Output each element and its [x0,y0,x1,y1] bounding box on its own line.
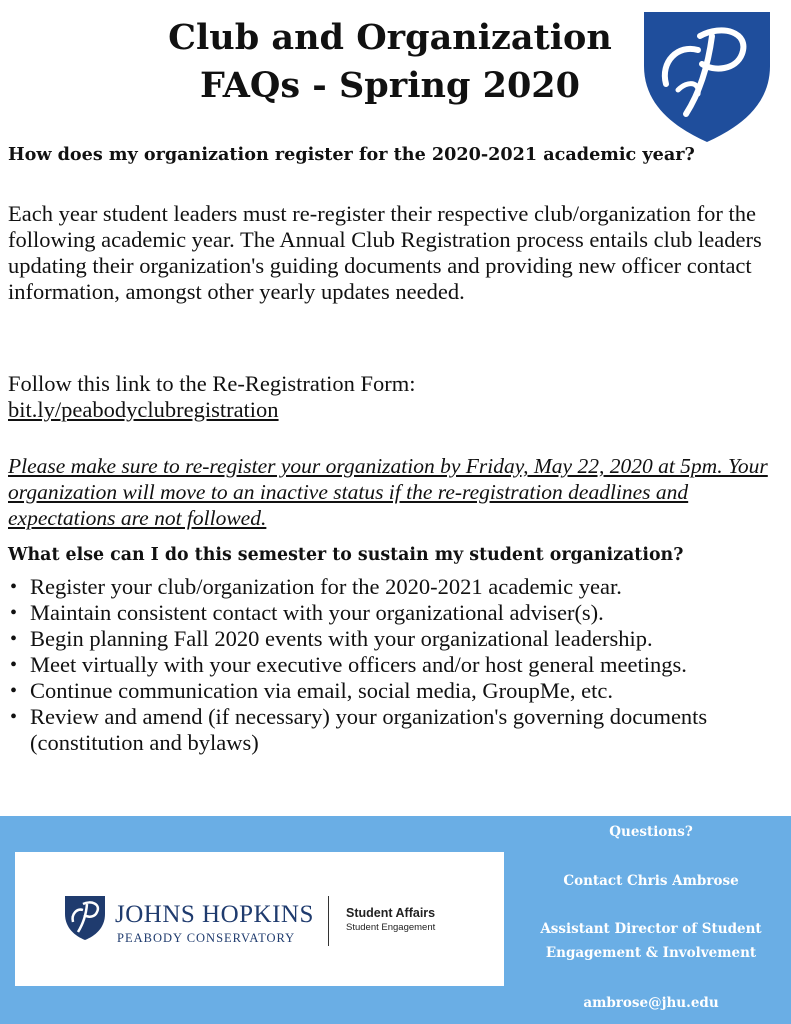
question-sustain: What else can I do this semester to sustain my student organization? [8,545,684,565]
list-item: • Continue communication via email, social media, GroupMe, etc. [10,678,613,703]
peabody-p-shield-icon [638,6,776,144]
dept-title: Student Affairs [346,906,436,920]
bullet-icon: • [10,576,18,598]
deadline-notice: Please make sure to re-register your organization by Friday, May 22, 2020 at 5pm. Your organization will move to an inactive status if the re-registration deadlines and expectations are not followed. [8,454,768,530]
title-line-2: FAQs - Spring 2020 [199,65,581,106]
jhu-subname: PEABODY CONSERVATORY [117,931,296,945]
registration-paragraph: Each year student leaders must re-register their respective club/organization for the following academic year. The Annual Club Registration process entails club leaders updating their organization's guiding documents and providing new officer contact information, amongst other yearly updates needed. [8,201,762,304]
follow-text: Follow this link to the Re-Registration Form: [8,371,416,396]
jhu-shield-icon [63,894,107,942]
list-item: • Maintain consistent contact with your organizational adviser(s). [10,600,604,625]
questions-label: Questions? [609,824,693,840]
tips-list [8,574,786,756]
bullet-icon: • [10,706,18,728]
bullet-icon: • [10,602,18,624]
list-item: • Begin planning Fall 2020 events with your organizational leadership. [10,626,653,651]
title-line-1: Club and Organization [168,17,612,58]
bullet-icon: • [10,654,18,676]
question-register: How does my organization register for the 2020-2021 academic year? [8,144,695,165]
contact-email[interactable]: ambrose@jhu.edu [583,995,719,1011]
list-item: • Meet virtually with your executive officers and/or host general meetings. [10,652,687,677]
page-title [120,14,660,110]
bullet-icon: • [10,680,18,702]
bullet-icon: • [10,628,18,650]
follow-link-block [8,371,416,423]
footer-banner [0,816,791,1024]
jhu-name: JOHNS HOPKINS [115,901,314,928]
contact-name: Contact Chris Ambrose [563,873,739,889]
dept-subtitle: Student Engagement [346,922,436,933]
list-item: • Review and amend (if necessary) your organization's governing documents (constitution and bylaws) [10,704,708,755]
registration-link[interactable]: bit.ly/peabodyclubregistration [8,397,279,422]
jhu-logo-panel [15,852,504,986]
list-item: • Register your club/organization for the 2020-2021 academic year. [10,574,622,599]
contact-role: Assistant Director of Student Engagement & Involvement [540,921,762,961]
logo-divider [328,896,329,946]
